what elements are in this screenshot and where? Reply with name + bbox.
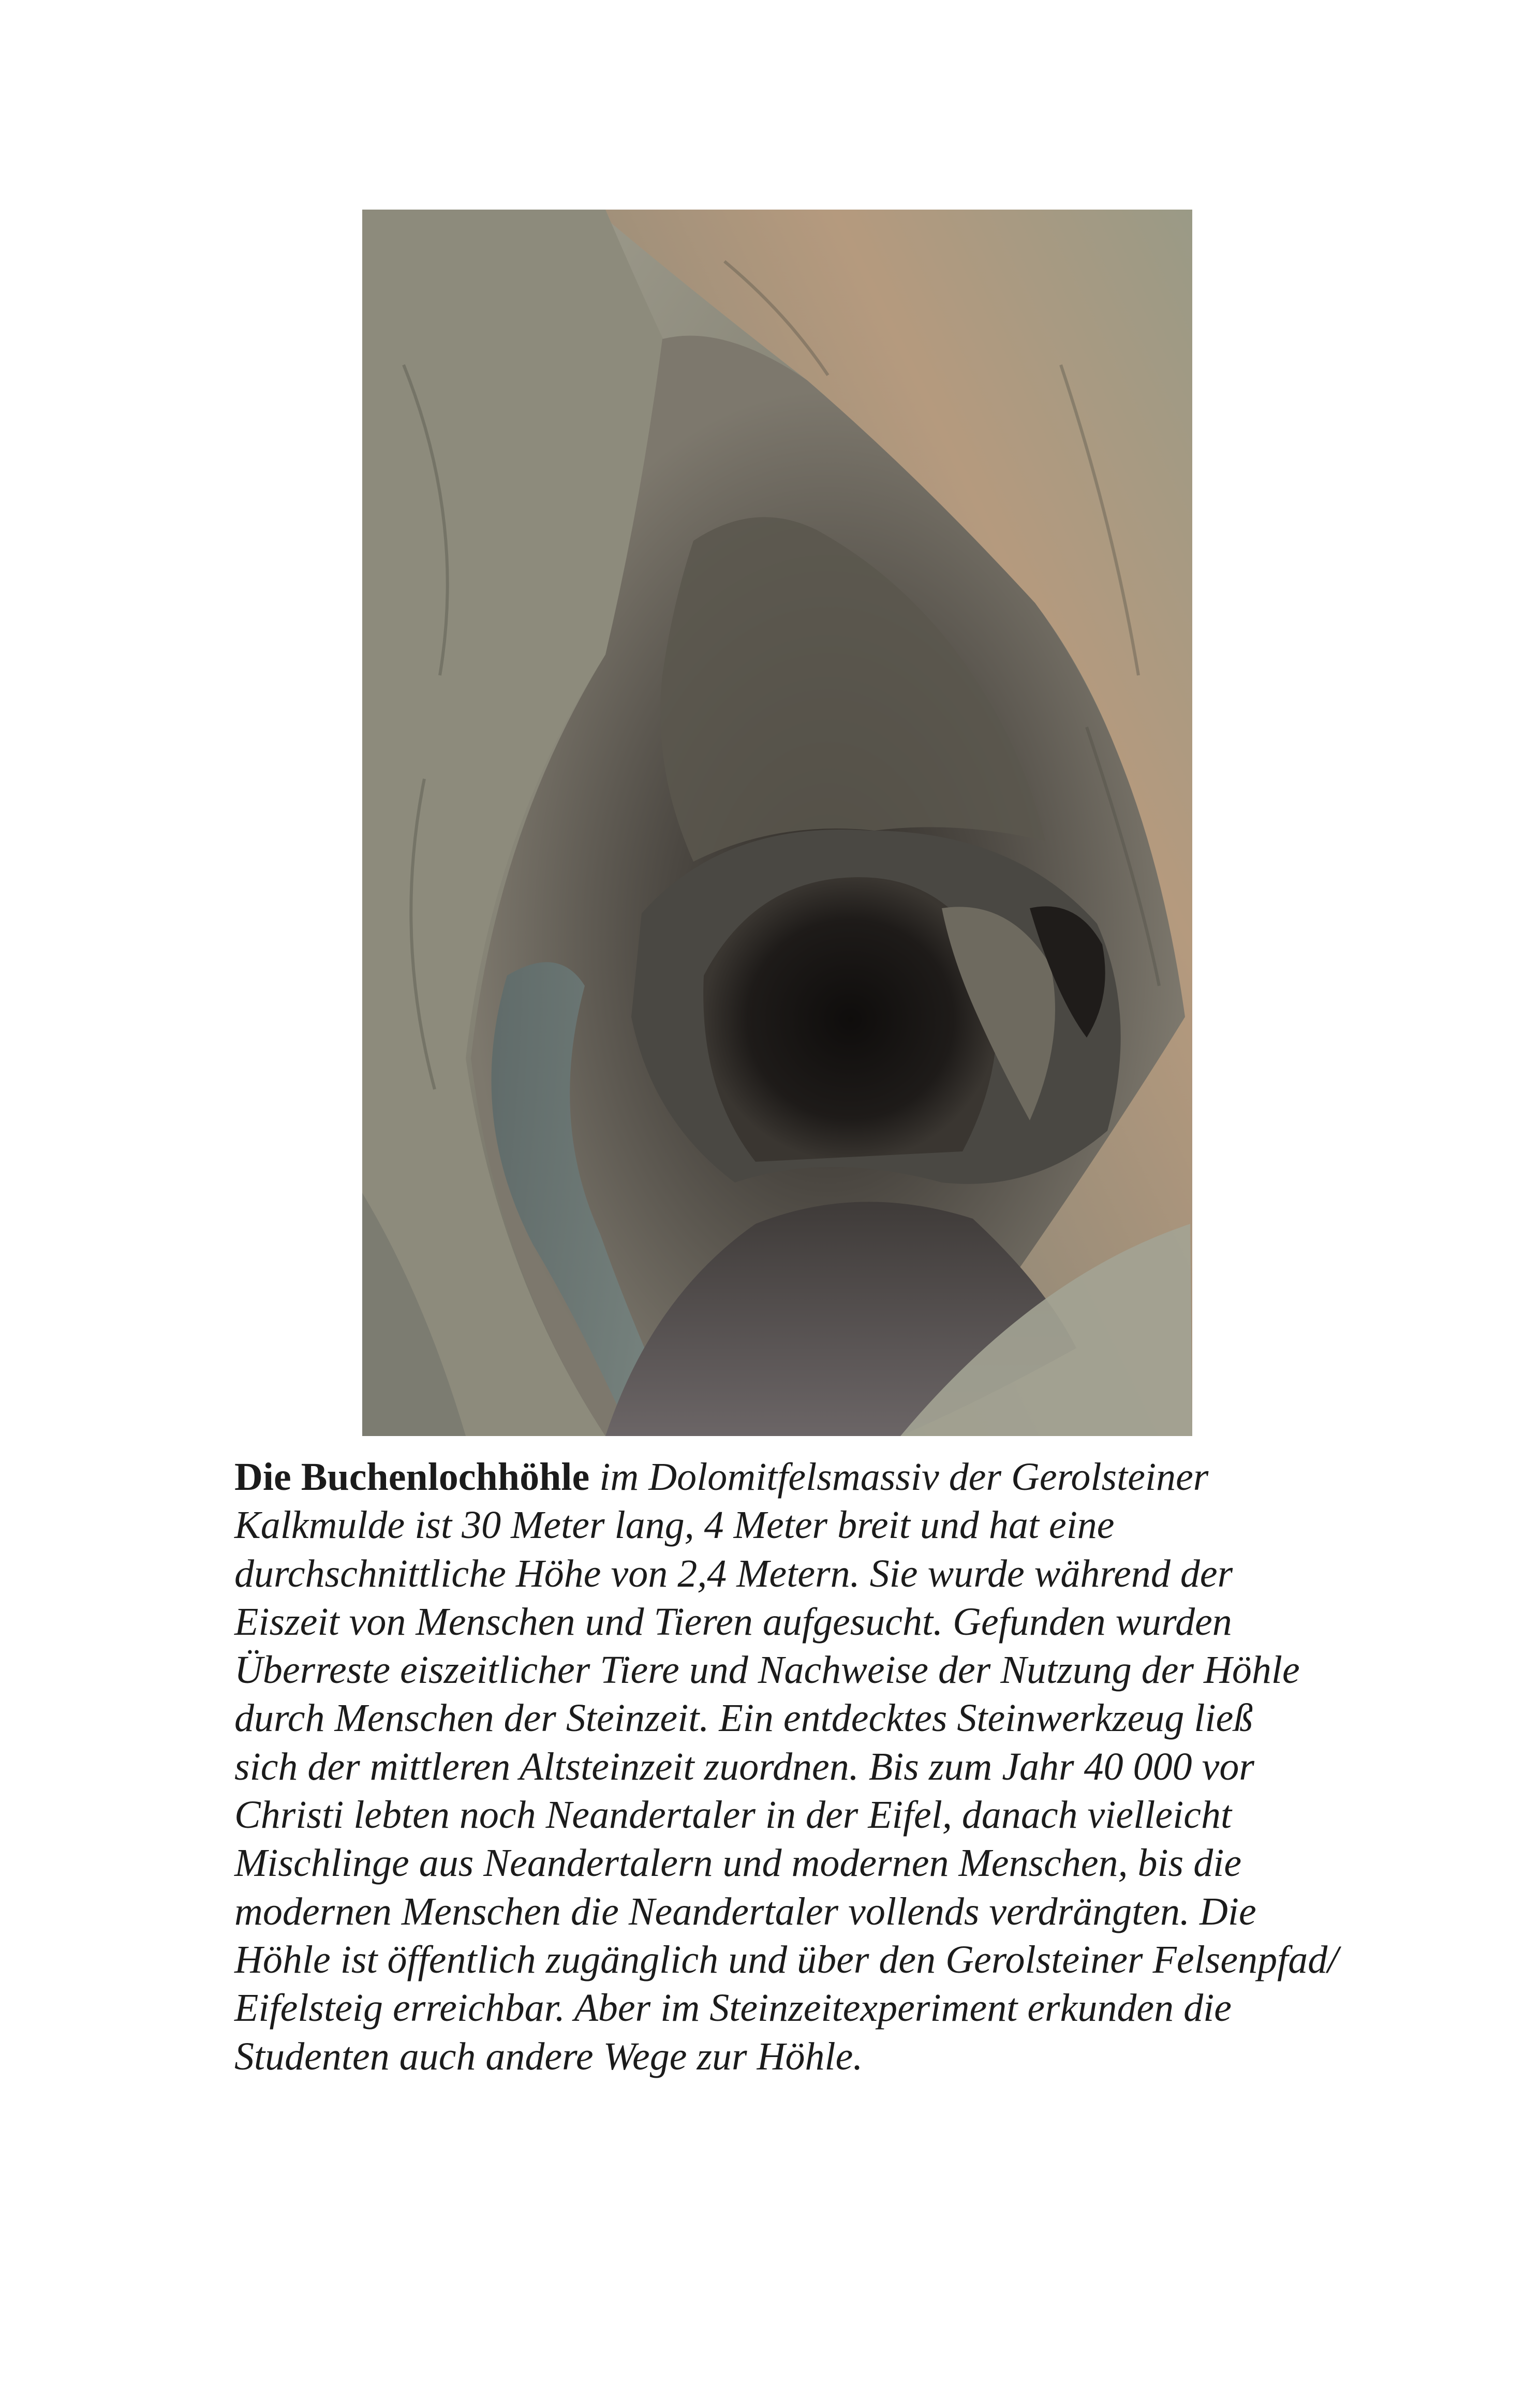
caption-paragraph xyxy=(234,1453,1352,2081)
caption-line: durchschnittliche Höhe von 2,4 Metern. Sie wurde während der xyxy=(234,1551,1233,1595)
caption-line: Kalkmulde ist 30 Meter lang, 4 Meter breit und hat eine xyxy=(234,1503,1115,1547)
caption-line: modernen Menschen die Neandertaler vollends verdrängten. Die xyxy=(234,1889,1256,1933)
cave-photo xyxy=(362,210,1192,1436)
caption-title: Die Buchenlochhöhle xyxy=(234,1455,590,1499)
caption-line: Überreste eiszeitlicher Tiere und Nachweise der Nutzung der Höhle xyxy=(234,1648,1300,1692)
caption-line-text: im Dolomitfelsmassiv der Gerolsteiner xyxy=(589,1455,1209,1499)
caption-line: Christi lebten noch Neandertaler in der Eifel, danach vielleicht xyxy=(234,1793,1232,1837)
caption-line: sich der mittleren Altsteinzeit zuordnen. Bis zum Jahr 40 000 vor xyxy=(234,1744,1254,1788)
caption-line: Mischlinge aus Neandertalern und modernen Menschen, bis die xyxy=(234,1841,1242,1885)
caption-line: Studenten auch andere Wege zur Höhle. xyxy=(234,2034,863,2078)
caption-line: Eiszeit von Menschen und Tieren aufgesucht. Gefunden wurden xyxy=(234,1600,1232,1644)
caption-line: durch Menschen der Steinzeit. Ein entdecktes Steinwerkzeug ließ xyxy=(234,1696,1253,1740)
caption-line xyxy=(234,1453,1352,1501)
caption-line: Höhle ist öffentlich zugänglich und über den Gerolsteiner Felsenpfad/ xyxy=(234,1937,1339,1981)
caption-line: Eifelsteig erreichbar. Aber im Steinzeitexperiment erkunden die xyxy=(234,1986,1232,2030)
cave-illustration xyxy=(362,210,1192,1436)
